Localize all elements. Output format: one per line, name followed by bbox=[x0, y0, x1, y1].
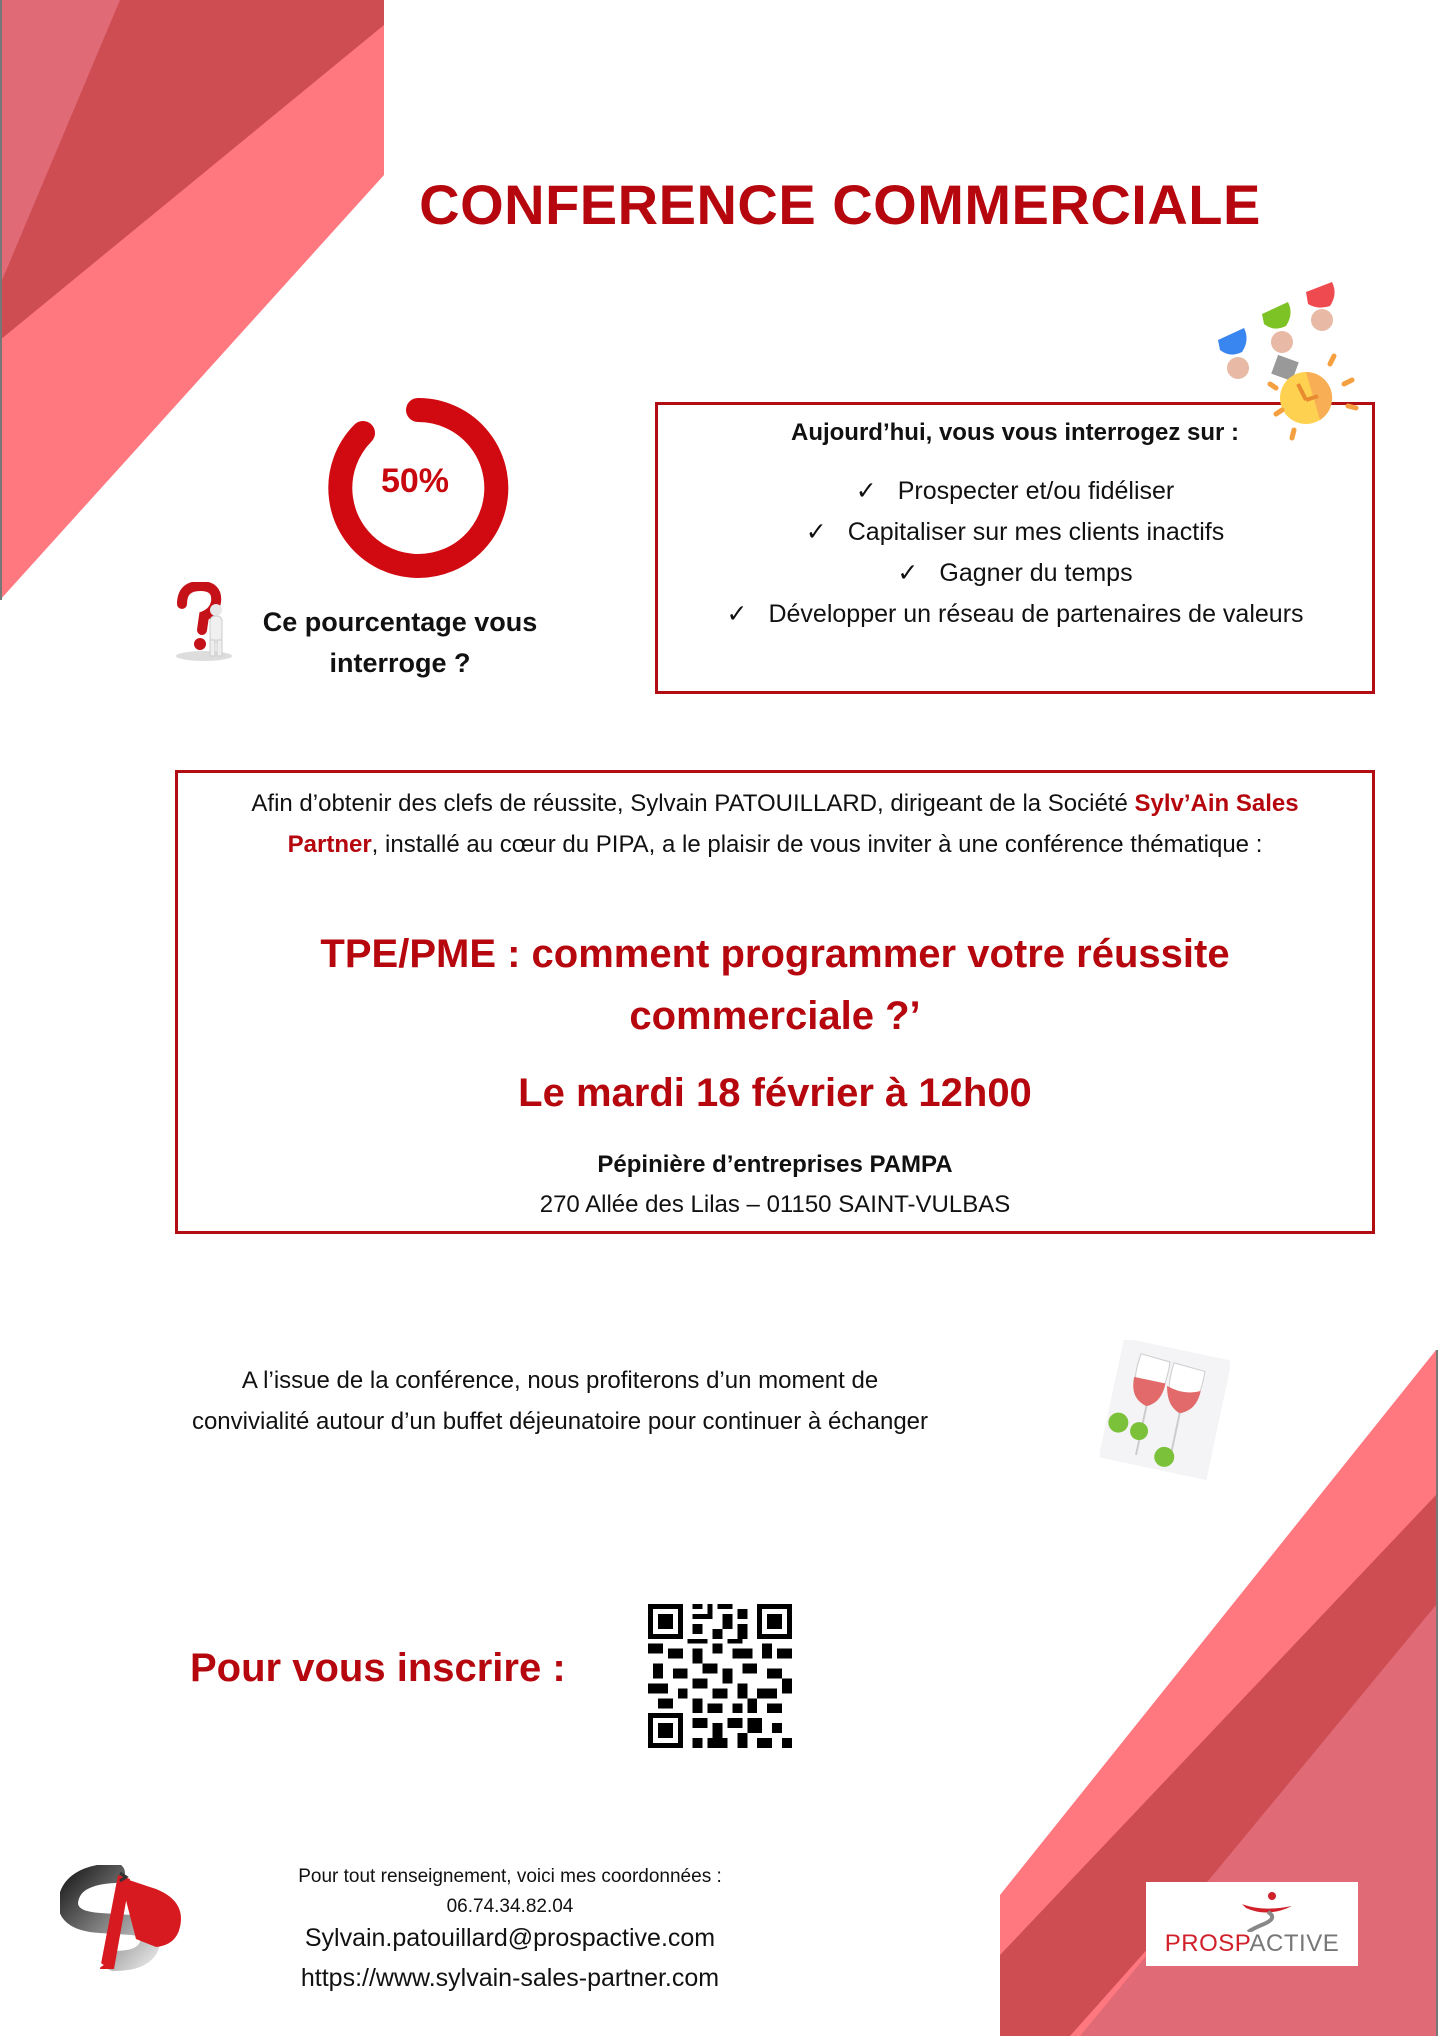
venue-address: 270 Allée des Lilas – 01150 SAINT-VULBAS bbox=[539, 1191, 1011, 1218]
sylvain-sales-partner-logo bbox=[60, 1865, 195, 1975]
checkmark-icon: ✓ bbox=[805, 518, 827, 546]
contact-phone: 06.74.34.82.04 bbox=[446, 1896, 574, 1917]
concerns-list bbox=[658, 471, 1372, 635]
checkmark-icon: ✓ bbox=[726, 600, 748, 628]
page-title: CONFERENCE COMMERCIALE bbox=[419, 173, 1261, 236]
percentage-question: Ce pourcentage vous interroge ? bbox=[262, 607, 538, 678]
buffet-text: A l’issue de la conférence, nous profiterons d’un moment de convivialité autour d’un buffet déjeunatoire pour continuer à échanger bbox=[191, 1367, 929, 1435]
venue-name: Pépinière d’entreprises PAMPA bbox=[597, 1151, 953, 1178]
conference-date: Le mardi 18 février à 12h00 bbox=[518, 1071, 1032, 1115]
invitation-intro: Afin d’obtenir des clefs de réussite, Sylvain PATOUILLARD, dirigeant de la Société Sylv’Ain Sales Partner, installé au cœur du PIPA, a le plaisir de vous inviter à une conférence thématique : bbox=[251, 790, 1299, 858]
conference-theme: TPE/PME : comment programmer votre réussite commerciale ?’ bbox=[320, 932, 1230, 1038]
company-name: Sylv’Ain Sales Partner bbox=[287, 790, 1299, 858]
concerns-heading: Aujourd’hui, vous vous interrogez sur : bbox=[790, 419, 1240, 446]
invitation-box bbox=[175, 770, 1375, 1234]
wine-glasses-icon bbox=[1100, 1340, 1230, 1480]
registration-qr-code[interactable] bbox=[648, 1604, 792, 1748]
prospactive-logo: PROSPACTIVE bbox=[1146, 1882, 1358, 1966]
contact-email[interactable]: Sylvain.patouillard@prospactive.com bbox=[304, 1924, 716, 1952]
runner-icon bbox=[1238, 1890, 1298, 1932]
checkmark-icon: ✓ bbox=[855, 477, 877, 505]
concern-item: ✓ Prospecter et/ou fidéliser bbox=[658, 471, 1372, 512]
contact-website[interactable]: https://www.sylvain-sales-partner.com bbox=[300, 1964, 720, 1992]
concern-item: ✓ Capitaliser sur mes clients inactifs bbox=[658, 512, 1372, 553]
concern-item: ✓ Développer un réseau de partenaires de valeurs bbox=[658, 594, 1372, 635]
percentage-donut bbox=[310, 390, 520, 590]
checkmark-icon: ✓ bbox=[897, 559, 919, 587]
percentage-value: 50% bbox=[380, 462, 450, 500]
concern-item: ✓ Gagner du temps bbox=[658, 553, 1372, 594]
contact-lead: Pour tout renseignement, voici mes coordonnées : 06.74.34.82.04 bbox=[220, 1862, 800, 1922]
ideas-lightbulb-icon bbox=[1210, 280, 1380, 450]
register-label: Pour vous inscrire : bbox=[190, 1646, 566, 1690]
question-mark-icon bbox=[170, 582, 234, 664]
